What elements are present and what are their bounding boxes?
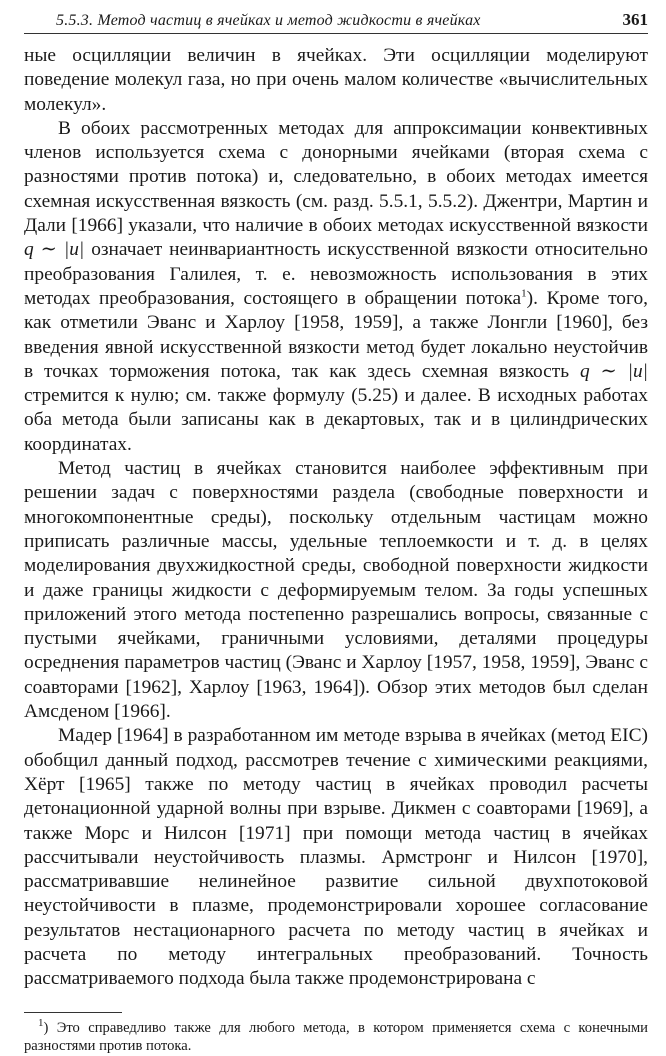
page-number: 361 [622, 10, 648, 29]
paragraph-text-part: В обоих рассмотренных методах для аппроксимации конвективных членов используется схема с донорными ячейками (вторая схема с разностями против потока) и, следовательно, в обоих методах имеется схемная искусственная вязкость (см. разд. 5.5.1, 5.5.2). Джентри, Мартин и Дали [1966] указали, что наличие в обоих методах искусственной вязкости [24, 117, 648, 237]
running-title: 5.5.3. Метод частиц в ячейках и метод жидкости в ячейках [56, 12, 481, 29]
math-viscosity-relation: q ∼ |u| [579, 360, 648, 382]
running-header [24, 10, 648, 34]
footnote [24, 1016, 648, 1056]
paragraph-applications [24, 724, 648, 991]
page [24, 10, 648, 1056]
paragraph-text: Мадер [1964] в разработанном им методе взрыва в ячейках (метод EIC) обобщил данный подход, рассмотрев течение с химическими реакциями, Хёрт [1965] также по методу частиц в ячейках проводил расчеты детонационной ударной волны при взрыве. Дикмен с соавторами [1969], а также Морс и Нилсон [1971] при помощи метода частиц в ячейках рассчитывали неустойчивость плазмы. Армстронг и Нилсон [1970], рассматривавшие нелинейное развитие сильной двухпотоковой неустойчивости в плазме, продемонстрировали хорошее согласование результатов нестационарного расчета по методу частиц в ячейках и расчета по методу интегральных преобразований. Точность рассматриваемого подхода была также продемонстрирована с [24, 725, 648, 990]
paragraph-text-part: означает неинвариантность искусственной вязкости относительно преобразования Галилея, т. е. невозможность использования в этих методах преобразования, состоящего в обращении потока [24, 239, 648, 309]
paragraph-donor-cell [24, 117, 648, 457]
paragraph-text-part: ). Кроме того, как отметили Эванс и Харлоу [1958, 1959], а также Лонгли [1960], без введения явной искусственной вязкости метод будет локально неустойчив в точках торможения потока, так как здесь схемная вязкость [24, 287, 648, 382]
paragraph-text: Метод частиц в ячейках становится наиболее эффективным при решении задач с поверхностями раздела (свободные поверхности и многокомпонентные среды), поскольку отдельным частицам можно приписать различные массы, удельные теплоемкости и т. д. в целях моделирования двухжидкостной среды, свободной поверхности жидкости и даже границы жидкости с деформируемым телом. За годы успешных приложений этого метода постепенно разрешались вопросы, связанные с пустыми ячейками, граничными условиями, деталями процедуры осреднения параметров частиц (Эванс и Харлоу [1957, 1958, 1959], Эванс с соавторами [1962], Харлоу [1963, 1964]). Обзор этих методов был сделан Амсденом [1966]. [24, 458, 648, 723]
paragraph-continuation [24, 44, 648, 117]
paragraph-text-part: стремится к нулю; см. также формулу (5.25) и далее. В исходных работах оба метода были записаны как в декартовых, так и в цилиндрических координатах. [24, 385, 648, 455]
paragraph-pic-efficiency [24, 457, 648, 724]
footnote-ref: 1 [521, 287, 527, 300]
footnote-text: ) Это справедливо также для любого метода, в котором применяется схема с конечными разностями против потока. [24, 1019, 648, 1055]
footnote-marker: 1 [38, 1016, 44, 1029]
math-viscosity-relation: q ∼ |u| [24, 239, 85, 261]
footnote-divider [24, 1012, 122, 1013]
paragraph-text: ные осцилляции величин в ячейках. Эти осцилляции моделируют поведение молекул газа, но при очень малом количестве «вычислительных молекул». [24, 45, 648, 115]
body-text [24, 44, 648, 992]
